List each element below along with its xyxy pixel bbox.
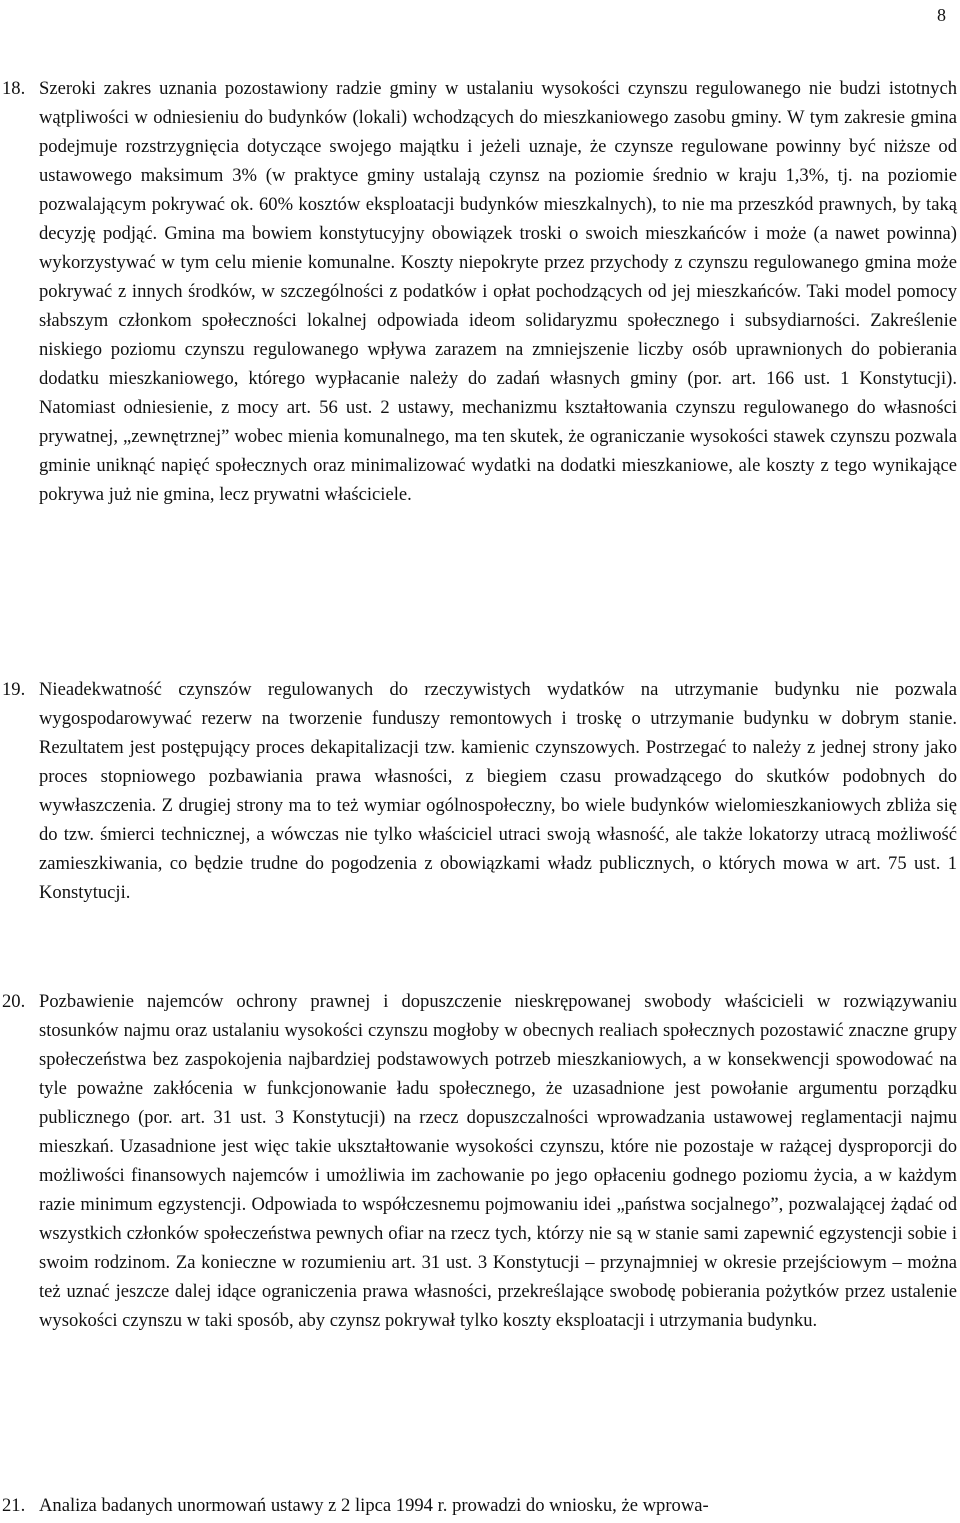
paragraph-21 bbox=[0, 1491, 960, 1520]
paragraph-18 bbox=[0, 74, 960, 509]
paragraph-19 bbox=[0, 675, 960, 907]
paragraph-text: Analiza badanych unormowań ustawy z 2 lipca 1994 r. prowadzi do wniosku, że wprowa- bbox=[39, 1495, 709, 1516]
paragraph-text: Pozbawienie najemców ochrony prawnej i dopuszczenie nieskrępowanej swobody właścicieli w rozwiązywaniu stosunków najmu oraz ustalaniu wysokości czynszu mogłoby w obecnych realiach społecznych pozostawić znaczne grupy społeczeństwa bez zaspokojenia najbardziej podstawowych potrzeb mieszkaniowych, a w konsekwencji spowodować na tyle poważne zakłócenia w funkcjonowanie ładu społecznego, że uzasadnione jest powołanie argumentu porządku publicznego (por. art. 31 ust. 3 Konstytucji) na rzecz dopuszczalności wprowadzania ustawowej reglamentacji najmu mieszkań. Uzasadnione jest więc takie ukształtowanie wysokości czynszu, które nie pozostaje w rażącej dysproporcji do możliwości finansowych najemców i umożliwia im zachowanie po jego opłaceniu godnego poziomu życia, a w każdym razie minimum egzystencji. Odpowiada to współczesnemu pojmowaniu idei „państwa socjalnego”, pozwalającej żądać od wszystkich członków społeczeństwa pewnych ofiar na rzecz tych, którzy nie są w stanie sami zapewnić egzystencji sobie i swoim rodzinom. Za konieczne w rozumieniu art. 31 ust. 3 Konstytucji – przynajmniej w okresie przejściowym – można też uznać jeszcze dalej idące ograniczenia prawa własności, przekreślające swobodę pobierania pożytków przez ustalenie wysokości czynszu w taki sposób, aby czynsz pokrywał tylko koszty eksploatacji i utrzymania budynku. bbox=[39, 991, 957, 1331]
paragraph-20 bbox=[0, 987, 960, 1335]
paragraph-number: 21. bbox=[2, 1495, 26, 1516]
paragraph-number: 18. bbox=[2, 78, 26, 99]
paragraph-number: 20. bbox=[2, 991, 26, 1012]
paragraph-number: 19. bbox=[2, 679, 26, 700]
paragraph-text: Szeroki zakres uznania pozostawiony radzie gminy w ustalaniu wysokości czynszu regulowanego nie budzi istotnych wątpliwości w odniesieniu do budynków (lokali) wchodzących do mieszkaniowego zasobu gminy. W tym zakresie gmina podejmuje rozstrzygnięcia dotyczące swojego majątku i jeżeli uznaje, że czynsze regulowane powinny być niższe od ustawowego maksimum 3% (w praktyce gminy ustalają czynsz na poziomie średnio w kraju 1,3%, tj. na poziomie pozwalającym pokrywać ok. 60% kosztów eksploatacji budynków mieszkalnych), to nie ma przeszkód prawnych, by taką decyzję podjąć. Gmina ma bowiem konstytucyjny obowiązek troski o swoich mieszkańców i może (a nawet powinna) wykorzystywać w tym celu mienie komunalne. Koszty niepokryte przez przychody z czynszu regulowanego gmina może pokrywać z innych środków, w szczególności z podatków i opłat pochodzących od jej mieszkańców. Taki model pomocy słabszym członkom społeczności lokalnej odpowiada ideom solidaryzmu społecznego i subsydiarności. Zakreślenie niskiego poziomu czynszu regulowanego wpływa zarazem na zmniejszenie liczby osób uprawnionych do pobierania dodatku mieszkaniowego, którego wypłacanie należy do zadań własnych gminy (por. art. 166 ust. 1 Konstytucji). Natomiast odniesienie, z mocy art. 56 ust. 2 ustawy, mechanizmu kształtowania czynszu regulowanego do własności prywatnej, „zewnętrznej” wobec mienia komunalnego, ma ten skutek, że ograniczanie wysokości stawek czynszu pozwala gminie uniknąć napięć społecznych oraz minimalizować wydatki na dodatki mieszkaniowe, ale koszty z tego wynikające pokrywa już nie gmina, lecz prywatni właściciele. bbox=[39, 78, 957, 505]
paragraph-text: Nieadekwatność czynszów regulowanych do rzeczywistych wydatków na utrzymanie budynku nie pozwala wygospodarowywać rezerw na tworzenie funduszy remontowych i troskę o utrzymanie budynku w dobrym stanie. Rezultatem jest postępujący proces dekapitalizacji tzw. kamienic czynszowych. Postrzegać to należy z jednej strony jako proces stopniowego pozbawiania prawa własności, z biegiem czasu prowadzącego do skutków podobnych do wywłaszczenia. Z drugiej strony ma to też wymiar ogólnospołeczny, bo wiele budynków wielomieszkaniowych zbliża się do tzw. śmierci technicznej, a wówczas nie tylko właściciel utraci swoją własność, ale także lokatorzy utracą możliwość zamieszkiwania, co będzie trudne do pogodzenia z obowiązkami władz publicznych, o których mowa w art. 75 ust. 1 Konstytucji. bbox=[39, 679, 957, 903]
page-number: 8 bbox=[937, 5, 946, 25]
